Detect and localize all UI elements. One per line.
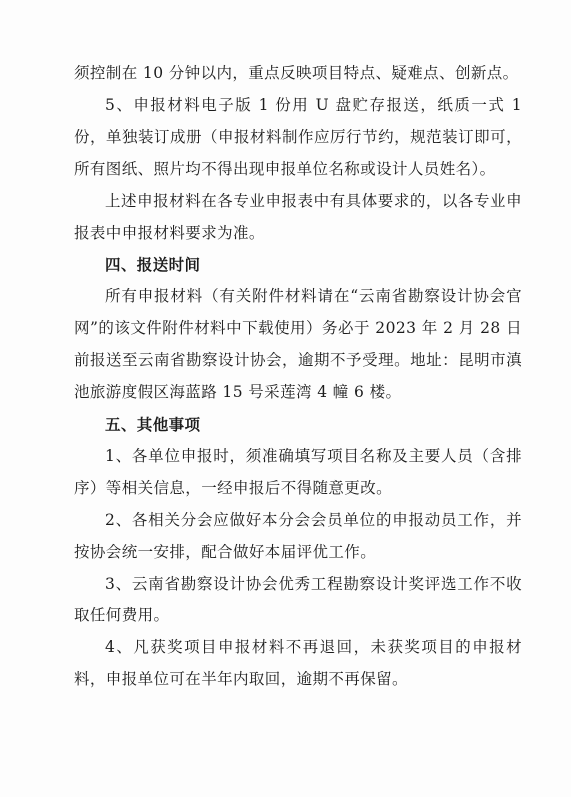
paragraph-other-item-2: 2、各相关分会应做好本分会会员单位的申报动员工作，并按协会统一安排，配合做好本届评优工作。 xyxy=(74,510,522,561)
paragraph-submission-details: 所有申报材料（有关附件材料请在“云南省勘察设计协会官网”的该文件附件材料中下载使用）务必于 2023 年 2 月 28 日前报送至云南省勘察设计协会，逾期不予受理。地址：昆明市滇池旅游度假区海蓝路 15 号采莲湾 4 幢 6 楼。 xyxy=(74,287,522,402)
paragraph-item-5: 5、申报材料电子版 1 份用 U 盘贮存报送，纸质一式 1 份，单独装订成册（申报材料制作应厉行节约，规范装订即可，所有图纸、照片均不得出现申报单位名称或设计人员姓名）。 xyxy=(74,95,522,178)
paragraph-other-item-3: 3、云南省勘察设计协会优秀工程勘察设计奖评选工作不收取任何费用。 xyxy=(74,574,522,625)
section-heading-submission-time: 四、报送时间 xyxy=(105,255,201,275)
section-heading-other-matters: 五、其他事项 xyxy=(105,414,201,434)
paragraph-other-item-4: 4、凡获奖项目申报材料不再退回，未获奖项目的申报材料，申报单位可在半年内取回，逾期不再保留。 xyxy=(74,638,522,689)
paragraph-continuation: 须控制在 10 分钟以内，重点反映项目特点、疑难点、创新点。 xyxy=(74,64,519,82)
document-body xyxy=(74,58,522,696)
paragraph-note: 上述申报材料在各专业申报表中有具体要求的，以各专业申报表中申报材料要求为准。 xyxy=(74,191,522,242)
paragraph-other-item-1: 1、各单位申报时，须准确填写项目名称及主要人员（含排序）等相关信息，一经申报后不得随意更改。 xyxy=(74,446,522,497)
